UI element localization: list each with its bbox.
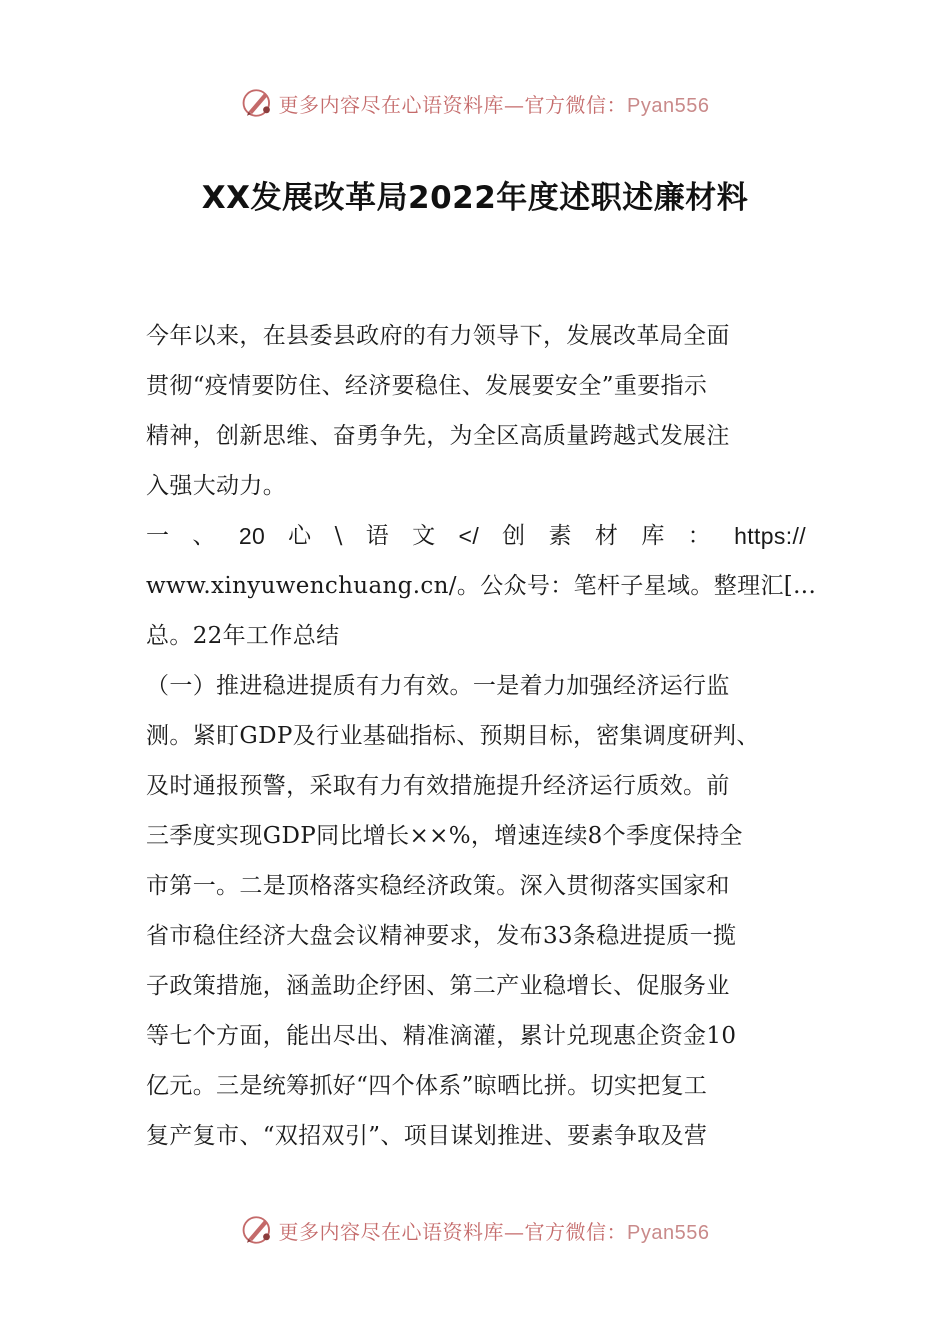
pen-logo-icon [241, 86, 275, 120]
body-line: 等七个方面，能出尽出、精准滴灌，累计兑现惠企资金10 [146, 1023, 737, 1049]
body-line: 今年以来，在县委县政府的有力领导下，发展改革局全面 [146, 323, 730, 349]
spaced-char: 创 [502, 523, 526, 549]
banner-text [279, 1216, 710, 1245]
banner-slogan: 更多内容尽在心语资料库—官方微信： [278, 1219, 628, 1244]
body-line: 子政策措施，涵盖助企纾困、第二产业稳增长、促服务业 [146, 973, 730, 999]
body-line: 测。紧盯GDP及行业基础指标、预期目标，密集调度研判、 [146, 723, 760, 749]
document-body [146, 311, 817, 1161]
spaced-char: 心 [288, 523, 312, 549]
body-line: 复产复市、“双招双引”、项目谋划推进、要素争取及营 [146, 1123, 708, 1149]
spaced-char: ： [687, 523, 712, 549]
document-title: XX发展改革局2022年度述职述廉材料 [201, 180, 749, 216]
spaced-char: 一 [146, 523, 170, 549]
url-link[interactable]: https:// [734, 523, 806, 549]
body-line: 精神，创新思维、奋勇争先，为全区高质量跨越式发展注 [146, 423, 730, 449]
pen-logo-icon [241, 1213, 275, 1247]
body-line: 省市稳住经济大盘会议精神要求，发布33条稳进提质一揽 [146, 923, 737, 949]
spaced-char: 文 [412, 523, 436, 549]
spaced-char: 库 [641, 523, 665, 549]
body-line: 亿元。三是统筹抓好“四个体系”晾晒比拼。切实把复工 [146, 1073, 708, 1099]
spaced-char: 材 [594, 523, 619, 549]
spaced-char: \ [334, 523, 343, 549]
body-line: 入强大动力。 [146, 473, 287, 499]
banner-wechat-id: Pyan556 [627, 94, 710, 117]
footer-banner [0, 1210, 950, 1250]
body-line: 三季度实现GDP同比增长××%，增速连续8个季度保持全 [146, 823, 743, 849]
body-line: 总。22年工作总结 [146, 623, 340, 649]
spaced-char: 语 [365, 523, 390, 549]
body-line: www.xinyuwenchuang.cn/。公众号：笔杆子星域。整理汇[... [146, 573, 817, 599]
spaced-char: </ [458, 523, 480, 549]
body-line: 贯彻“疫情要防住、经济要稳住、发展要安全”重要指示 [146, 373, 708, 399]
banner-wechat-id: Pyan556 [627, 1221, 710, 1244]
body-line: 及时通报预警，采取有力有效措施提升经济运行质效。前 [146, 773, 730, 799]
spaced-char: 、 [192, 523, 216, 549]
body-line: 市第一。二是顶格落实稳经济政策。深入贯彻落实国家和 [146, 873, 730, 899]
spaced-char: 素 [548, 523, 572, 549]
spaced-heading-line [146, 511, 806, 561]
body-line: （一）推进稳进提质有力有效。一是着力加强经济运行监 [146, 673, 730, 699]
banner-slogan: 更多内容尽在心语资料库—官方微信： [278, 92, 628, 117]
header-banner [0, 83, 950, 123]
spaced-char: 20 [238, 523, 266, 549]
banner-text [279, 89, 710, 118]
